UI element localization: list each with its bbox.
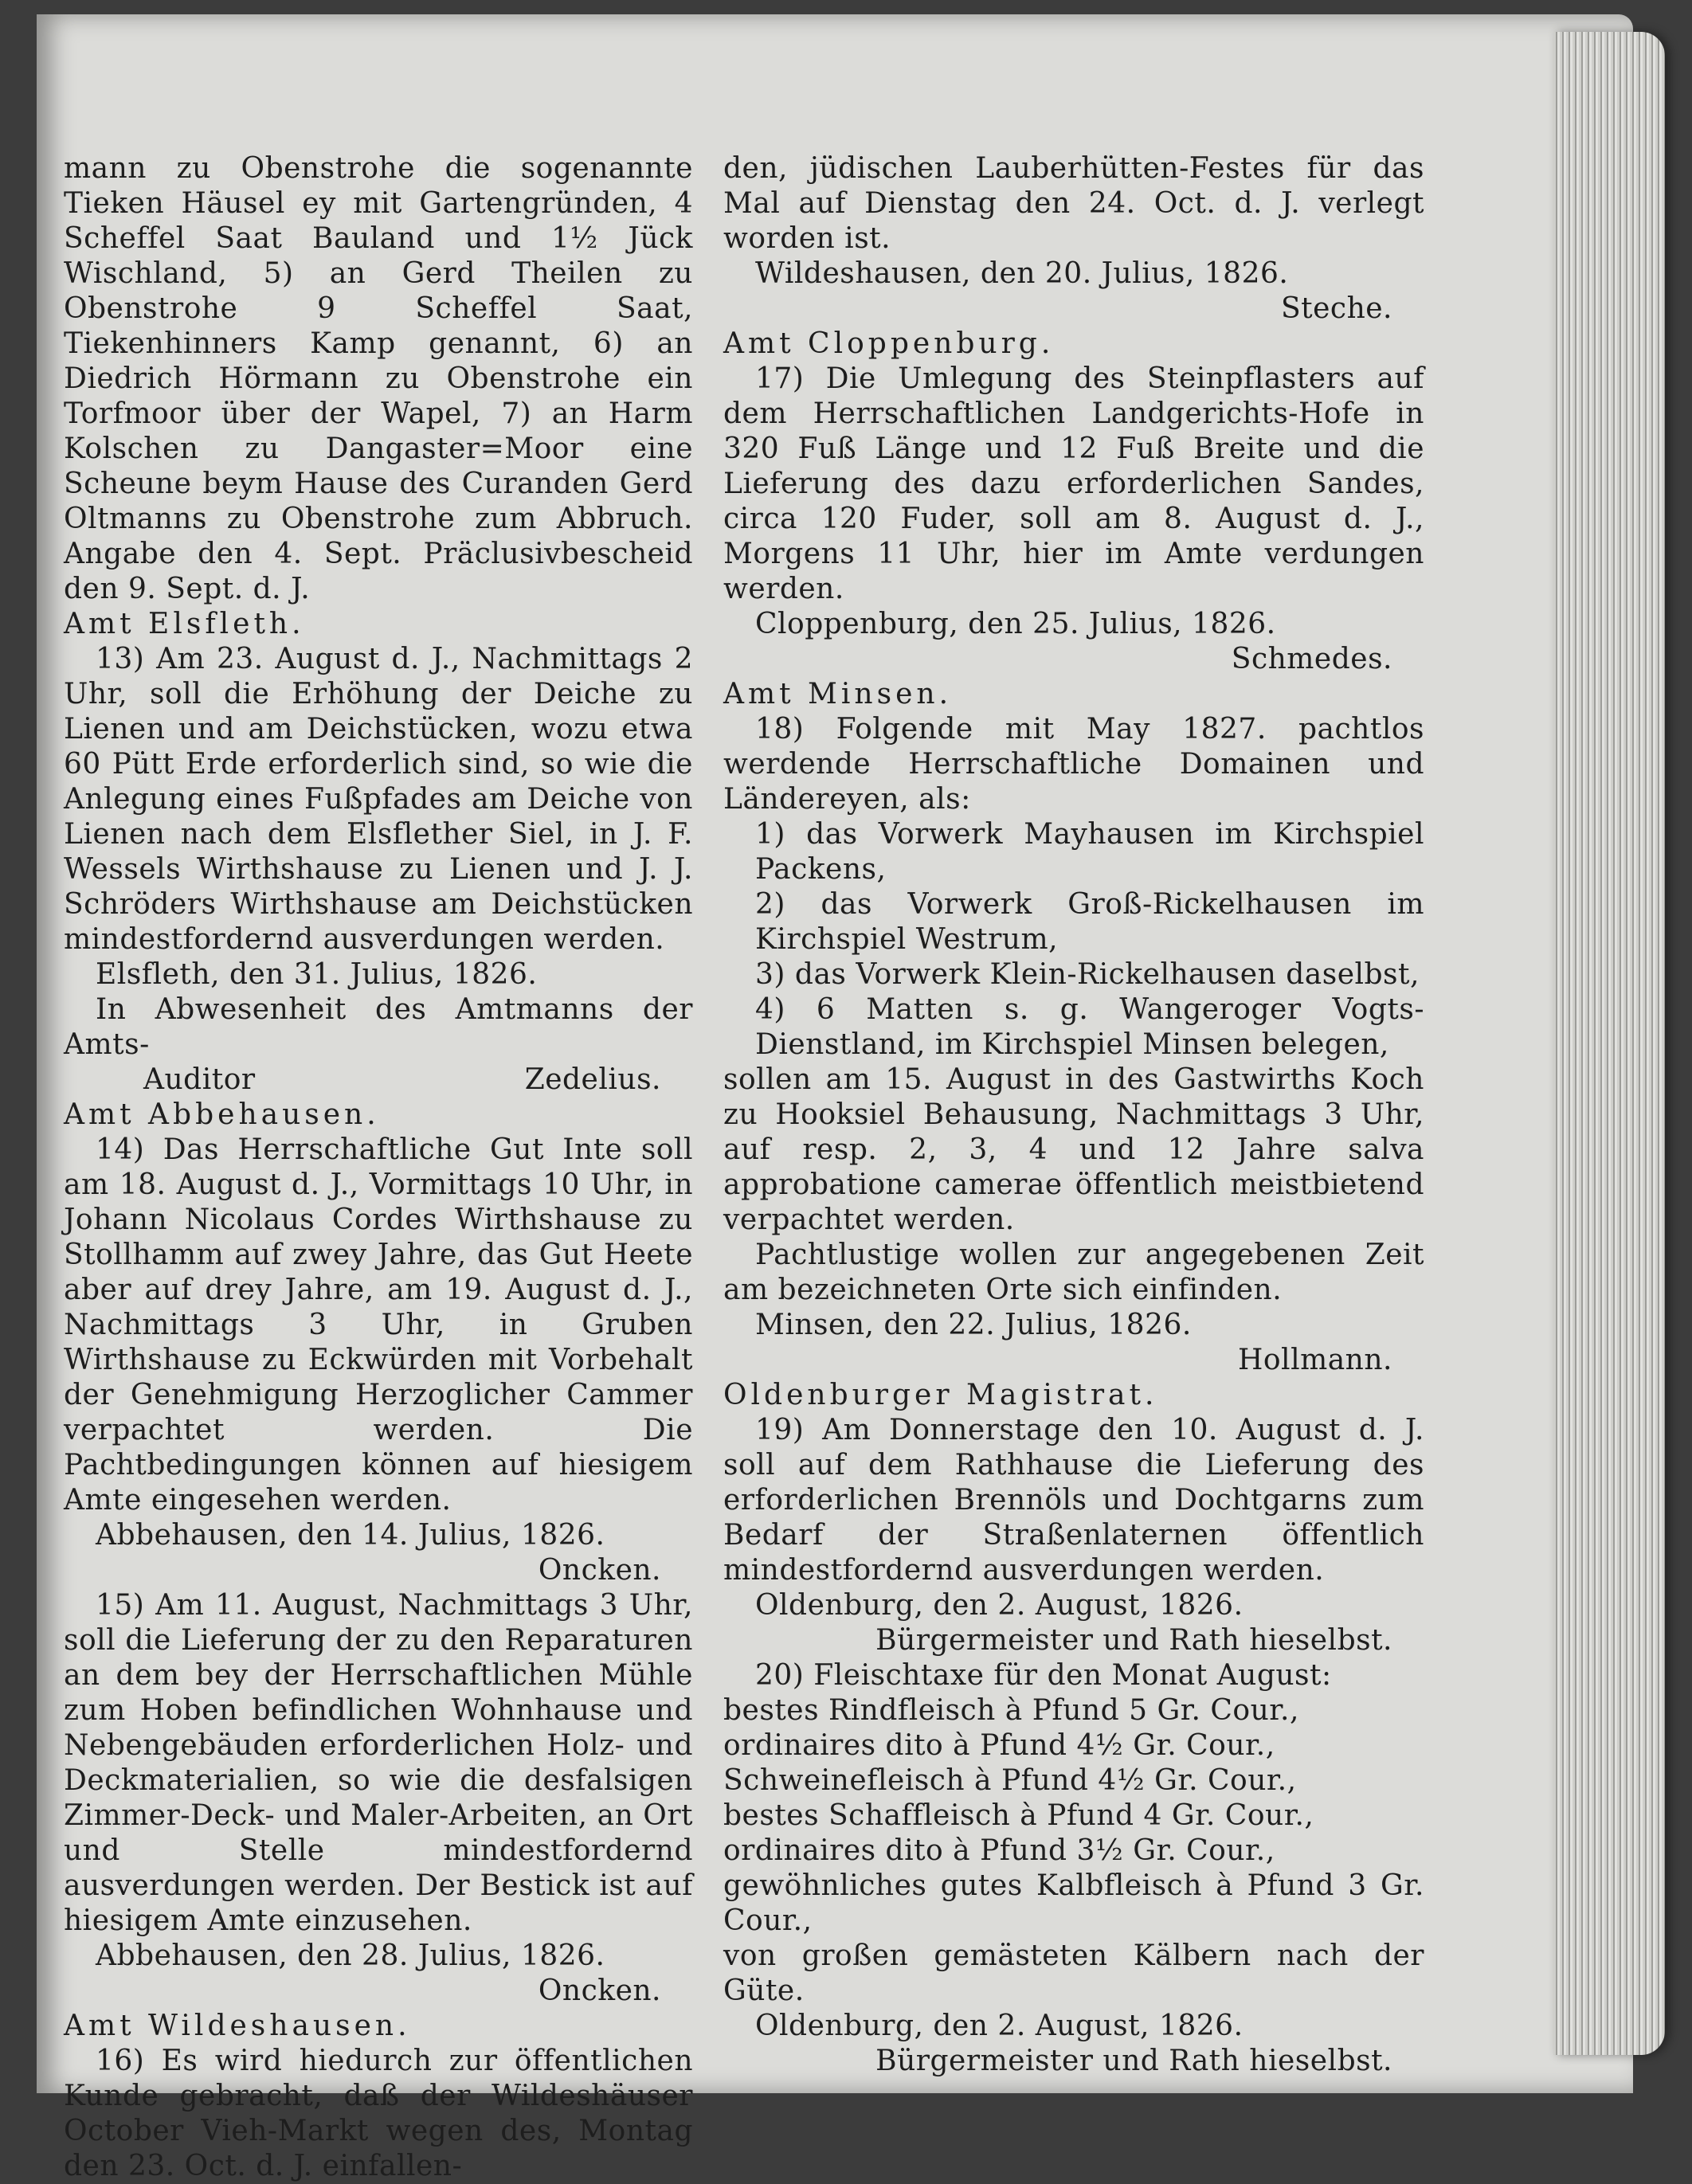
place-date: Abbehausen, den 28. Julius, 1826.: [96, 1939, 605, 1972]
signature-name: Oncken.: [538, 1975, 661, 2007]
place-date: Minsen, den 22. Julius, 1826.: [755, 1309, 1192, 1341]
list-item: 4) 6 Matten s. g. Wangeroger Vogts-Dienstland, im Kirchspiel Minsen belegen,: [755, 993, 1424, 1061]
list-item: 3) das Vorwerk Klein-Rickelhausen daselbst,: [755, 958, 1420, 991]
signature-name: Schmedes.: [1231, 643, 1392, 675]
place-date: Elsfleth, den 31. Julius, 1826.: [96, 958, 538, 991]
heading-amt-elsfleth: Amt Elsfleth.: [64, 608, 305, 640]
place-date: Wildeshausen, den 20. Julius, 1826.: [755, 257, 1289, 290]
list-item: 1) das Vorwerk Mayhausen im Kirchspiel Packens,: [755, 818, 1424, 886]
place-date: Abbehausen, den 14. Julius, 1826.: [96, 1519, 605, 1552]
notice-18: 18) Folgende mit May 1827. pachtlos werdende Herrschaftliche Domainen und Ländereyen, als:: [723, 713, 1424, 816]
price-item: Schweinefleisch à Pfund 4½ Gr. Cour.,: [723, 1764, 1297, 1797]
heading-amt-abbehausen: Amt Abbehausen.: [64, 1098, 380, 1131]
price-item: von großen gemästeten Kälbern nach der Güte.: [723, 1939, 1424, 2007]
signature-title: Auditor: [143, 1063, 256, 1096]
domain-list: [723, 817, 1424, 1063]
price-item: bestes Schaffleisch à Pfund 4 Gr. Cour.,: [723, 1799, 1314, 1832]
price-list: [723, 1693, 1424, 2009]
left-column: [64, 151, 693, 2184]
right-column: [723, 151, 1424, 2079]
place-date: Cloppenburg, den 25. Julius, 1826.: [755, 608, 1276, 640]
continued-text: den, jüdischen Lauberhütten-Festes für das Mal auf Dienstag den 24. Oct. d. J. verlegt worden ist.: [723, 152, 1424, 255]
notice-20: 20) Fleischtaxe für den Monat August:: [755, 1659, 1332, 1692]
notice-16: 16) Es wird hiedurch zur öffentlichen Kunde gebracht, daß der Wildeshäuser October Vieh-Markt wegen des, Montag den 23. Oct. d. J. einfallen-: [64, 2045, 693, 2182]
price-item: gewöhnliches gutes Kalbfleisch à Pfund 3 Gr. Cour.,: [723, 1869, 1424, 1937]
signature-name: Zedelius.: [524, 1063, 661, 1096]
heading-amt-minsen: Amt Minsen.: [723, 678, 953, 710]
notice-18-body: sollen am 15. August in des Gastwirths Koch zu Hooksiel Behausung, Nachmittags 3 Uhr, auf resp. 2, 3, 4 und 12 Jahre salva approbatione camerae öffentlich meistbietend verpachtet werden.: [723, 1063, 1424, 1236]
signature-name: Oncken.: [538, 1554, 661, 1587]
signature-name: Bürgermeister und Rath hieselbst.: [875, 1624, 1392, 1657]
heading-oldenburger-magistrat: Oldenburger Magistrat.: [723, 1379, 1158, 1411]
price-item: ordinaires dito à Pfund 4½ Gr. Cour.,: [723, 1729, 1275, 1762]
price-item: ordinaires dito à Pfund 3½ Gr. Cour.,: [723, 1834, 1275, 1867]
continued-text: mann zu Obenstrohe die sogenannte Tieken Häusel ey mit Gartengründen, 4 Scheffel Saat Bauland und 1½ Jück Wischland, 5) an Gerd Theilen zu Obenstrohe 9 Scheffel Saat, Tiekenhinners Kamp genannt, 6) an Diedrich Hörmann zu Obenstrohe ein Torfmoor über der Wapel, 7) an Harm Kolschen zu Dangaster=Moor eine Scheune beym Hause des Curanden Gerd Oltmanns zu Obenstrohe zum Abbruch. Angabe den 4. Sept. Präclusivbescheid den 9. Sept. d. J.: [64, 152, 693, 605]
place-date: Oldenburg, den 2. August, 1826.: [755, 2010, 1244, 2042]
notice-17: 17) Die Umlegung des Steinpflasters auf dem Herrschaftlichen Landgerichts-Hofe in 320 Fuß Länge und 12 Fuß Breite und die Lieferung des dazu erforderlichen Sandes, circa 120 Fuder, soll am 8. August d. J., Morgens 11 Uhr, hier im Amte verdungen werden.: [723, 362, 1424, 605]
place-date: Oldenburg, den 2. August, 1826.: [755, 1589, 1244, 1622]
notice-15: 15) Am 11. August, Nachmittags 3 Uhr, soll die Lieferung der zu den Reparaturen an dem bey der Herrschaftlichen Mühle zum Hoben befindlichen Wohnhause und Nebengebäuden erforderlichen Holz- und Deckmaterialien, so wie die desfalsigen Zimmer-Deck- und Maler-Arbeiten, an Ort und Stelle mindestfordernd ausverdungen werden. Der Bestick ist auf hiesigem Amte einzusehen.: [64, 1589, 693, 1937]
notice-18-note: Pachtlustige wollen zur angegebenen Zeit am bezeichneten Orte sich einfinden.: [723, 1239, 1424, 1306]
page-edge-stack: [1553, 32, 1665, 2055]
price-item: bestes Rindfleisch à Pfund 5 Gr. Cour.,: [723, 1694, 1299, 1727]
signature-name: Hollmann.: [1237, 1344, 1392, 1376]
notice-13: 13) Am 23. August d. J., Nachmittags 2 Uhr, soll die Erhöhung der Deiche zu Lienen und am Deichstücken, wozu etwa 60 Pütt Erde erforderlich sind, so wie die Anlegung eines Fußpfades am Deiche von Lienen nach dem Elsflether Siel, in J. F. Wessels Wirthshause zu Lienen und J. J. Schröders Wirthshause am Deichstücken mindestfordernd ausverdungen werden.: [64, 643, 693, 956]
notice-14: 14) Das Herrschaftliche Gut Inte soll am 18. August d. J., Vormittags 10 Uhr, in Johann Nicolaus Cordes Wirthshause zu Stollhamm auf zwey Jahre, das Gut Heete aber auf drey Jahre, am 19. August d. J., Nachmittags 3 Uhr, in Gruben Wirthshause zu Eckwürden mit Vorbehalt der Genehmigung Herzoglicher Cammer verpachtet werden. Die Pachtbedingungen können auf hiesigem Amte eingesehen werden.: [64, 1133, 693, 1517]
signature-name: Steche.: [1280, 292, 1392, 325]
heading-amt-wildeshausen: Amt Wildeshausen.: [64, 2010, 411, 2042]
signature-name: Bürgermeister und Rath hieselbst.: [875, 2045, 1392, 2077]
notice-19: 19) Am Donnerstage den 10. August d. J. soll auf dem Rathhause die Lieferung des erforderlichen Brennöls und Dochtgarns zum Bedarf der Straßenlaternen öffentlich mindestfordernd ausverdungen werden.: [723, 1414, 1424, 1587]
signature-line: [64, 1063, 693, 1098]
signature-line: In Abwesenheit des Amtmanns der Amts-: [64, 993, 693, 1061]
list-item: 2) das Vorwerk Groß-Rickelhausen im Kirchspiel Westrum,: [755, 888, 1424, 956]
heading-amt-cloppenburg: Amt Cloppenburg.: [723, 327, 1055, 360]
